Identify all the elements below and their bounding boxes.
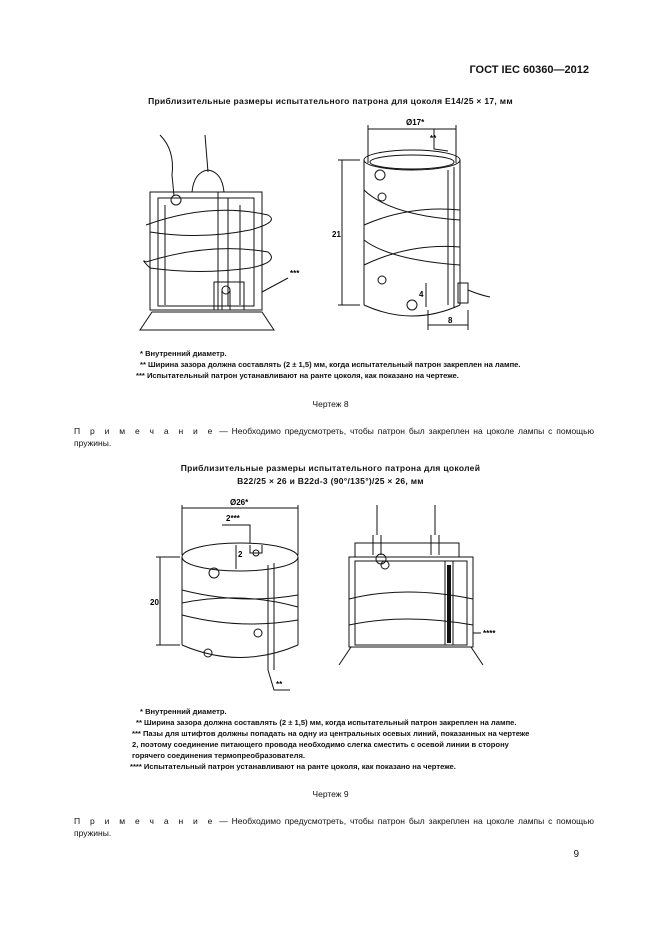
fig8-width-dim: 8 (448, 316, 453, 325)
fig9-footnotes (130, 706, 530, 772)
fig8-marker-label: *** (290, 269, 300, 278)
note-1-text: — Необходимо предусмотреть, чтобы патрон был закреплен на цоколе лампы с помощью пружины. (74, 426, 594, 448)
fig8-footnote-2: ** Ширина зазора должна составлять (2 ± 1,5) мм, когда испытательный патрон закреплен на лампе. (140, 360, 521, 369)
standard-designation: ГОСТ IEC 60360—2012 (469, 64, 589, 76)
fig9-footnote-4: **** Испытательный патрон устанавливают на ранте цоколя, как показано на чертеже. (130, 762, 456, 771)
fig8-footnote-1: * Внутренний диаметр. (140, 349, 227, 358)
fig9-gap-dim: ** (276, 680, 283, 689)
figure-9-drawing-right (335, 495, 505, 675)
note-1 (74, 425, 594, 449)
fig9-footnote-1: * Внутренний диаметр. (140, 707, 227, 716)
figure-9-drawing-left (150, 495, 310, 695)
fig8-height-dim: 21 (332, 230, 341, 239)
fig8-gap-dim: ** (430, 134, 437, 143)
figure-9-caption: Чертеж 9 (312, 789, 349, 799)
note-1-prefix: П р и м е ч а н и е (74, 426, 216, 436)
figure-8-caption: Чертеж 8 (312, 399, 349, 409)
figure-9-title-line-2: B22/25 × 26 и B22d-3 (90°/135°)/25 × 26, мм (237, 476, 424, 486)
fig8-footnotes (130, 348, 530, 381)
fig9-height-dim: 20 (150, 598, 159, 607)
fig8-footnote-3: *** Испытательный патрон устанавливают на ранте цоколя, как показано на чертеже. (136, 371, 459, 380)
figure-9-title-line-1: Приблизительные размеры испытательного патрона для цоколей (180, 463, 481, 473)
note-2 (74, 815, 594, 839)
fig9-diameter-dim: Ø26* (230, 498, 249, 507)
fig9-footnote-2: ** Ширина зазора должна составлять (2 ± 1,5) мм, когда испытательный патрон закреплен на лампе. (136, 718, 517, 727)
figure-8-title: Приблизительные размеры испытательного патрона для цоколя E14/25 × 17, мм (148, 96, 513, 106)
fig8-small-dim: 4 (419, 290, 424, 299)
fig8-diameter-dim: Ø17* (406, 118, 425, 127)
fig9-small-dim: 2 (238, 550, 243, 559)
page-number: 9 (573, 849, 579, 860)
fig9-footnote-3: *** Пазы для штифтов должны попадать на одну из центральных осевых линий, показанных на чертеже 2, поэтому соединение питающего провода необходимо слегка сместить с осевой линии в сторону горячего соединения термопреобразователя. (132, 729, 530, 760)
note-2-text: — Необходимо предусмотреть, чтобы патрон был закреплен на цоколе лампы с помощью пружины. (74, 816, 594, 838)
note-2-prefix: П р и м е ч а н и е (74, 816, 216, 826)
figure-8-drawing-right (330, 115, 500, 340)
fig9-marker-label: **** (483, 629, 496, 638)
figure-8-drawing-left (130, 130, 300, 340)
fig9-slot-dim: 2*** (226, 514, 240, 523)
